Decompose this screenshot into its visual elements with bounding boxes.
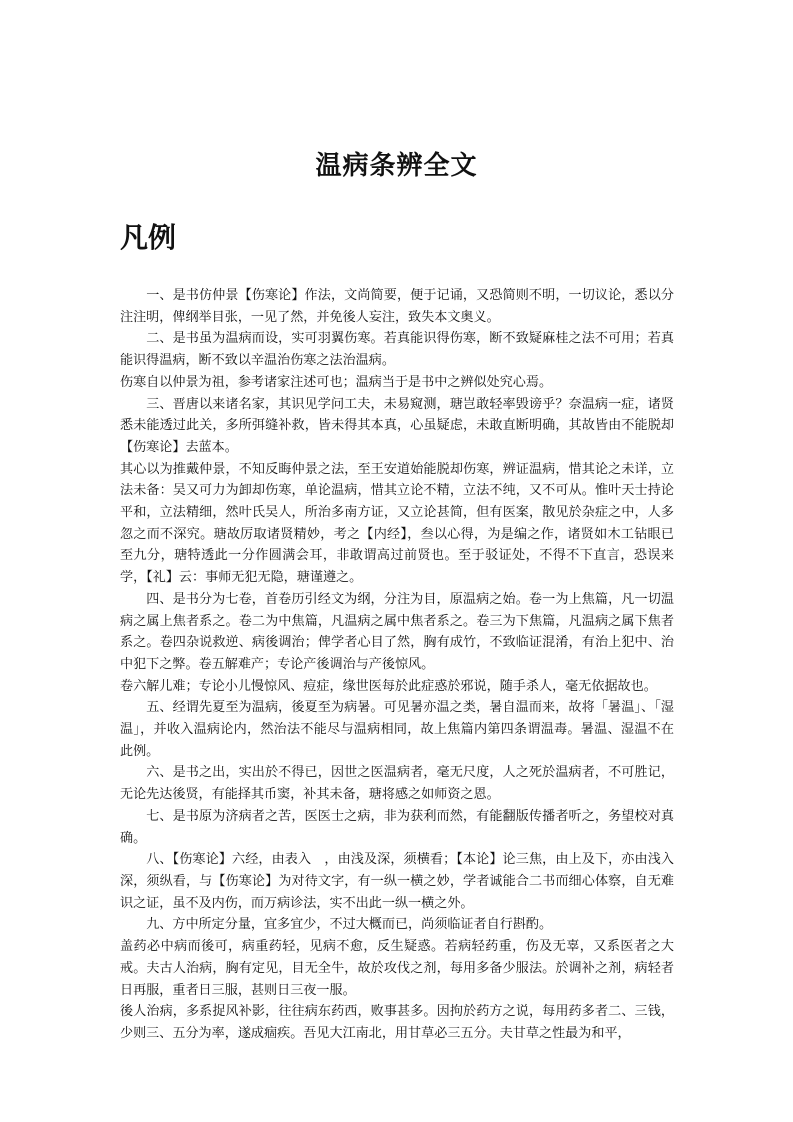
- paragraph: 五、经谓先夏至为温病，後夏至为病暑。可见暑亦温之类，暑自温而来，故将「暑温」、「湿温」，并收入温病论内，然治法不能尽与温病相同，故上焦篇内第四条谓温毒。暑温、湿温不在此例。: [120, 700, 674, 759]
- paragraph: 其心以为推戴仲景，不知反晦仲景之法，至王安道始能脱却伤寒，辨证温病，惜其论之未详，立法未备：吴又可力为卸却伤寒，单论温病，惜其立论不精，立法不纯，又不可从。惟叶天士持论平和，立法精细，然叶氏吴人，所治多南方证，又立论甚简，但有医案，散见於杂症之中，人多忽之而不深究。瑭故厉取诸贤精妙，考之【内经】，叁以心得，为是编之作，诸贤如木工钻眼已至九分，瑭特透此一分作圆满会耳，非敢谓高过前贤也。至于驳证处，不得不下直言，恐误来学，【礼】云：事师无犯无隐，瑭谨遵之。: [120, 461, 674, 586]
- paragraph: 七、是书原为济病者之苦，医医士之病，非为获利而然，有能翻版传播者听之，务望校对真确。: [120, 808, 674, 846]
- paragraph: 八、【伤寒论】六经，由表入 ，由浅及深，须横看；【本论】论三焦，由上及下，亦由浅入深，须纵看，与【伤寒论】为对待文字，有一纵一横之妙，学者诚能合二书而细心体察，自无难识之证，虽不及内伤，而万病诊法，实不出此一纵一横之外。: [120, 852, 674, 911]
- document-title: 温病条辨全文: [315, 151, 478, 181]
- document-body: [120, 285, 674, 1045]
- paragraph: 九、方中所定分量，宜多宜少，不过大概而已，尚须临证者自行斟酌。: [146, 917, 553, 933]
- paragraph: 伤寒自以仲景为祖，参考诸家注述可也；温病当于是书中之辨似处究心焉。: [120, 374, 553, 390]
- section-heading: 凡例: [120, 221, 177, 254]
- paragraph: 三、晋唐以来诸名家，其识见学问工夫，未易窥测，瑭岂敢轻率毁谤乎？奈温病一症，诸贤悉未能透过此关，多所弭缝补救，皆未得其本真，心虽疑虑，未敢直断明确，其故皆由不能脱却【伤寒论】去蓝本。: [120, 396, 674, 455]
- paragraph: 卷六解儿难；专论小儿慢惊风、痘症，缘世医每於此症惑於邪说，随手杀人，毫无依据故也。: [120, 678, 657, 694]
- paragraph: 後人治病，多系捉风补影，往往病东药西，败事甚多。因拘於药方之说，每用药多者二、三钱，少则三、五分为率，遂成痼疾。吾见大江南北，用甘草必三五分。夫甘草之性最为和平，: [120, 1004, 674, 1041]
- paragraph: 四、是书分为七卷，首卷历引经文为纲，分注为目，原温病之始。卷一为上焦篇，凡一切温病之属上焦者系之。卷二为中焦篇，凡温病之属中焦者系之。卷三为下焦篇，凡温病之属下焦者系之。卷四杂说救逆、病後调治；俾学者心目了然，胸有成竹，不致临证混淆，有治上犯中、治中犯下之弊。卷五解难产；专论产後调治与产後惊风。: [120, 591, 674, 672]
- paragraph: 六、是书之出，实出於不得已，因世之医温病者，毫无尺度，人之死於温病者，不可胜记，无论先达後贤，有能择其币窦，补其未备，瑭将感之如师资之恩。: [120, 765, 674, 803]
- paragraph: 一、是书仿仲景【伤寒论】作法，文尚简要，便于记诵，又恐简则不明，一切议论，悉以分注注明，俾纲举目张，一见了然，并免後人妄注，致失本文奥义。: [120, 288, 674, 325]
- paragraph: 盖药必中病而後可，病重药轻，见病不愈，反生疑惑。若病轻药重，伤及无辜，又系医者之大戒。夫古人治病，胸有定见，目无全牛，故於攻伐之剂，每用多备少服法。於调补之剂，病轻者日再服，重者日三服，甚则日三夜一服。: [120, 939, 674, 998]
- paragraph: 二、是书虽为温病而设，实可羽翼伤寒。若真能识得伤寒，断不致疑麻桂之法不可用；若真能识得温病，断不致以辛温治伤寒之法治温病。: [120, 331, 674, 369]
